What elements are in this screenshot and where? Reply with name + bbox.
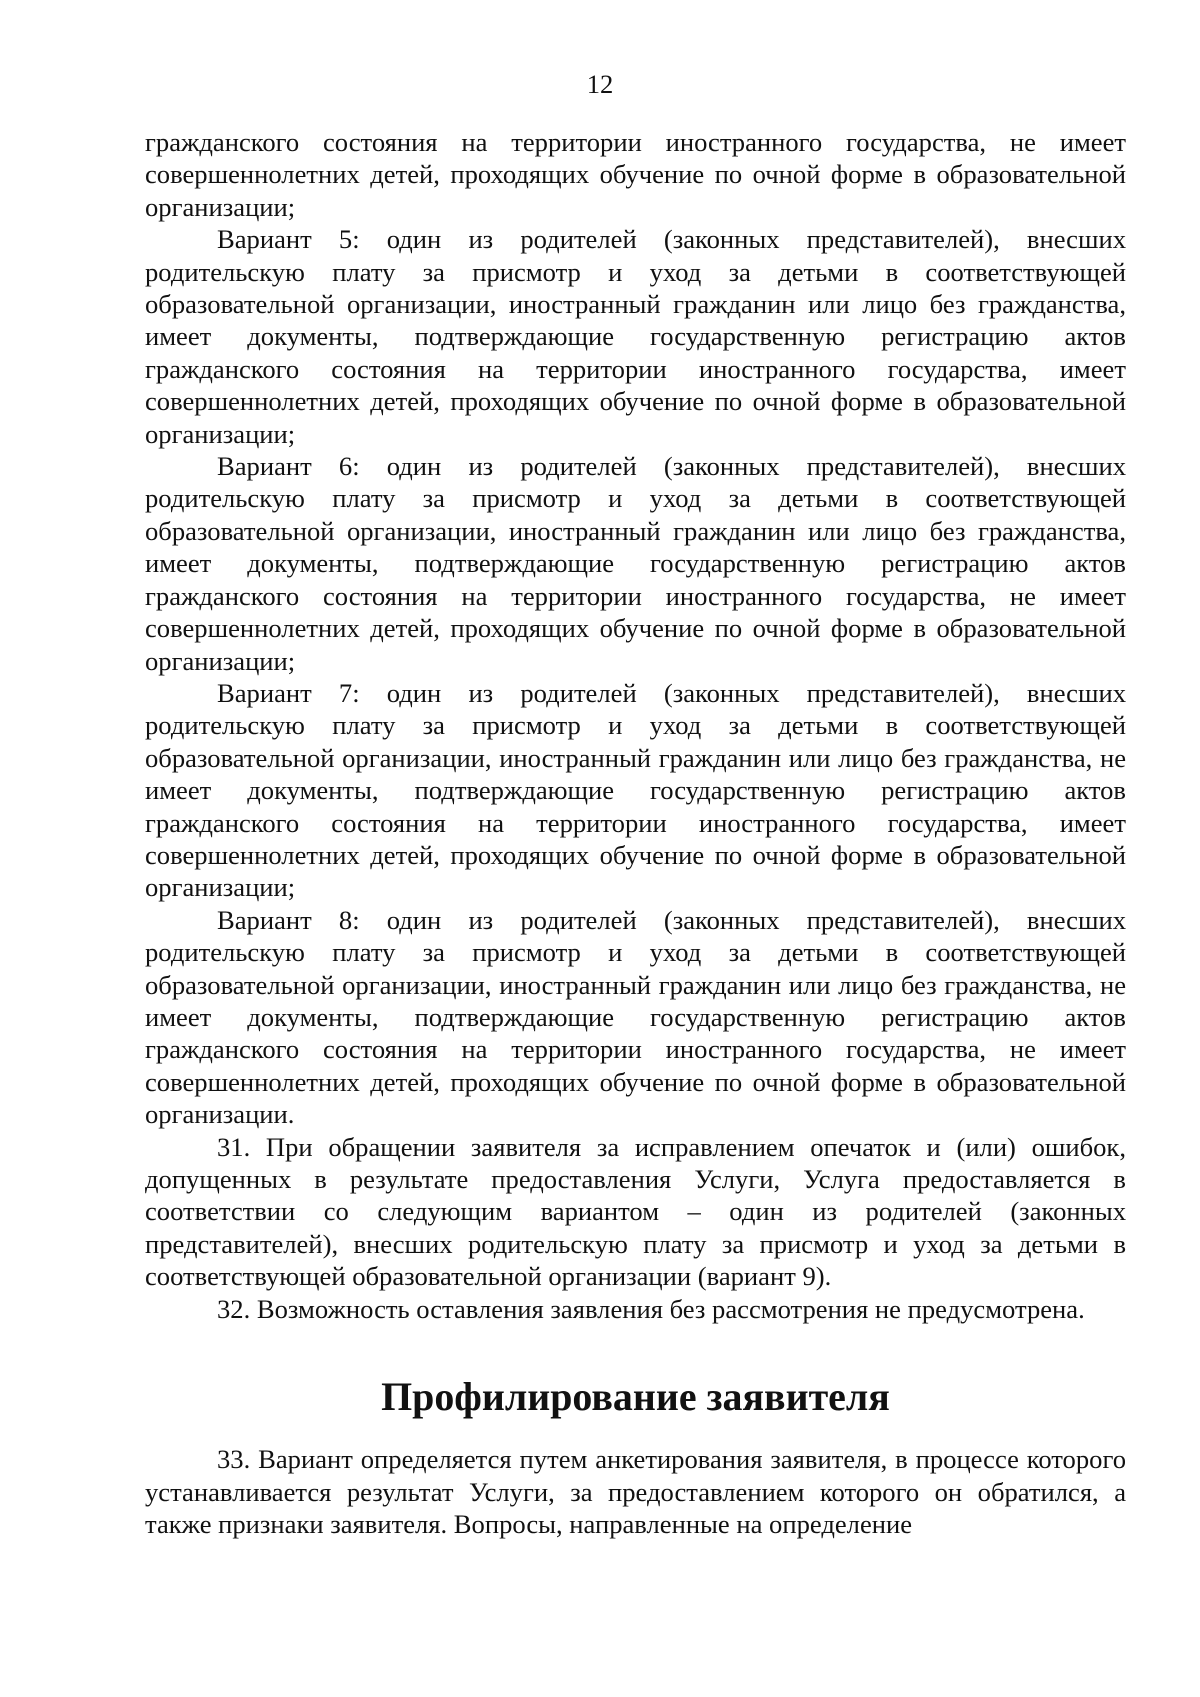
paragraph-33: 33. Вариант определяется путем анкетирования заявителя, в процессе которого устанавливается результат Услуги, за предоставлением которого он обратился, а также признаки заявителя. Вопросы, направленные на определение bbox=[145, 1444, 1126, 1540]
spacer bbox=[145, 1325, 1126, 1381]
paragraph-32: 32. Возможность оставления заявления без рассмотрения не предусмотрена. bbox=[217, 1293, 1085, 1324]
paragraph-variant-8: Вариант 8: один из родителей (законных представителей), внесших родительскую плату за присмотр и уход за детьми в соответствующей образовательной организации, иностранный гражданин или лицо без гражданства, не имеет документы, подтверждающие государственную регистрацию актов гражданского состояния на территории иностранного государства, не имеет совершеннолетних детей, проходящих обучение по очной форме в образовательной организации. bbox=[145, 904, 1126, 1130]
paragraph-variant-7: Вариант 7: один из родителей (законных представителей), внесших родительскую плату за присмотр и уход за детьми в соответствующей образовательной организации, иностранный гражданин или лицо без гражданства, не имеет документы, подтверждающие государственную регистрацию актов гражданского состояния на территории иностранного государства, имеет совершеннолетних детей, проходящих обучение по очной форме в образовательной организации; bbox=[145, 677, 1126, 903]
paragraph-31: 31. При обращении заявителя за исправлением опечаток и (или) ошибок, допущенных в результате предоставления Услуги, Услуга предоставляется в соответствии со следующим вариантом – один из родителей (законных представителей), внесших родительскую плату за присмотр и уход за детьми в соответствующей образовательной организации (вариант 9). bbox=[145, 1131, 1126, 1292]
section-heading: Профилирование заявителя bbox=[381, 1374, 890, 1420]
paragraph-variant-5: Вариант 5: один из родителей (законных представителей), внесших родительскую плату за присмотр и уход за детьми в соответствующей образовательной организации, иностранный гражданин или лицо без гражданства, имеет документы, подтверждающие государственную регистрацию актов гражданского состояния на территории иностранного государства, имеет совершеннолетних детей, проходящих обучение по очной форме в образовательной организации; bbox=[145, 224, 1126, 449]
document-body bbox=[145, 126, 1126, 1541]
paragraph-continuation: гражданского состояния на территории иностранного государства, не имеет совершеннолетних детей, проходящих обучение по очной форме в образовательной организации; bbox=[145, 127, 1126, 222]
page-number: 12 bbox=[586, 69, 614, 99]
paragraph-variant-6: Вариант 6: один из родителей (законных представителей), внесших родительскую плату за присмотр и уход за детьми в соответствующей образовательной организации, иностранный гражданин или лицо без гражданства, имеет документы, подтверждающие государственную регистрацию актов гражданского состояния на территории иностранного государства, не имеет совершеннолетних детей, проходящих обучение по очной форме в образовательной организации; bbox=[145, 451, 1126, 676]
